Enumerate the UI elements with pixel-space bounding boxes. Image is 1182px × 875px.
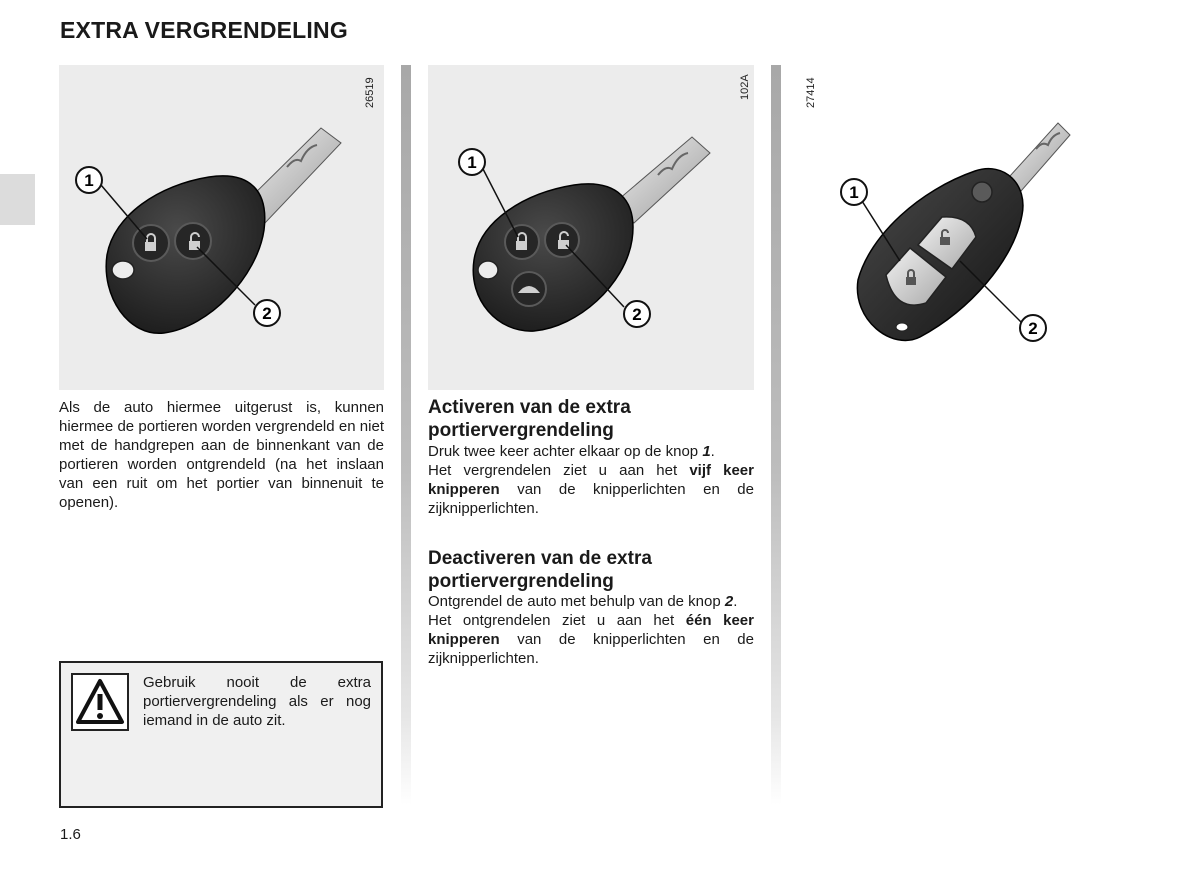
key-fob-body bbox=[473, 184, 633, 331]
section-side-tab bbox=[0, 174, 35, 225]
lock-button-icon bbox=[505, 225, 539, 259]
activate-paragraph: Druk twee keer achter elkaar op de knop 1. Het vergrendelen ziet u aan het vijf keer knipperen van de knipperlichten en de zijknipperlichten. bbox=[428, 443, 754, 517]
callout-1-label: 1 bbox=[84, 171, 94, 190]
figure-folding-key bbox=[800, 65, 1122, 390]
intro-paragraph: Als de auto hiermee uitgerust is, kunnen hiermee de portieren worden vergrendeld en niet met de handgrepen aan de binnenkant van de portieren worden ontgrendeld (na het inslaan van een ruit om het portier van binnenuit te openen). bbox=[59, 399, 384, 511]
fold-release-button bbox=[972, 182, 992, 202]
callout-1-label: 1 bbox=[849, 183, 859, 202]
page-number: 1.6 bbox=[60, 826, 81, 843]
callout-1-label: 1 bbox=[467, 153, 477, 172]
trunk-button-icon bbox=[512, 272, 546, 306]
warning-box bbox=[59, 661, 383, 808]
figure-code: 26519 bbox=[364, 77, 376, 108]
deactivate-heading: Deactiveren van de extra portiervergrendeling bbox=[428, 548, 652, 592]
figure-two-button-key bbox=[59, 65, 384, 390]
deactivate-paragraph: Ontgrendel de auto met behulp van de knop 2. Het ontgrendelen ziet u aan het één keer knipperen van de knipperlichten en de zijknipperlichten. bbox=[428, 593, 754, 667]
callout-2-label: 2 bbox=[262, 304, 272, 323]
callout-2-label: 2 bbox=[1028, 319, 1038, 338]
column-divider-right bbox=[771, 65, 781, 805]
unlock-button-icon bbox=[175, 223, 211, 259]
figure-code: 27414 bbox=[805, 77, 817, 108]
warning-triangle-icon bbox=[71, 673, 129, 731]
figure-three-button-key bbox=[428, 65, 754, 390]
callout-2-label: 2 bbox=[632, 305, 642, 324]
figure-code: 102A bbox=[739, 74, 751, 100]
warning-text: Gebruik nooit de extra portiervergrendeling als er nog iemand in de auto zit. bbox=[143, 674, 371, 729]
column-divider-left bbox=[401, 65, 411, 805]
activate-heading: Activeren van de extra portiervergrendeling bbox=[428, 397, 631, 441]
unlock-button-icon bbox=[545, 223, 579, 257]
page-title: EXTRA VERGRENDELING bbox=[60, 17, 348, 43]
lock-button-icon bbox=[133, 225, 169, 261]
